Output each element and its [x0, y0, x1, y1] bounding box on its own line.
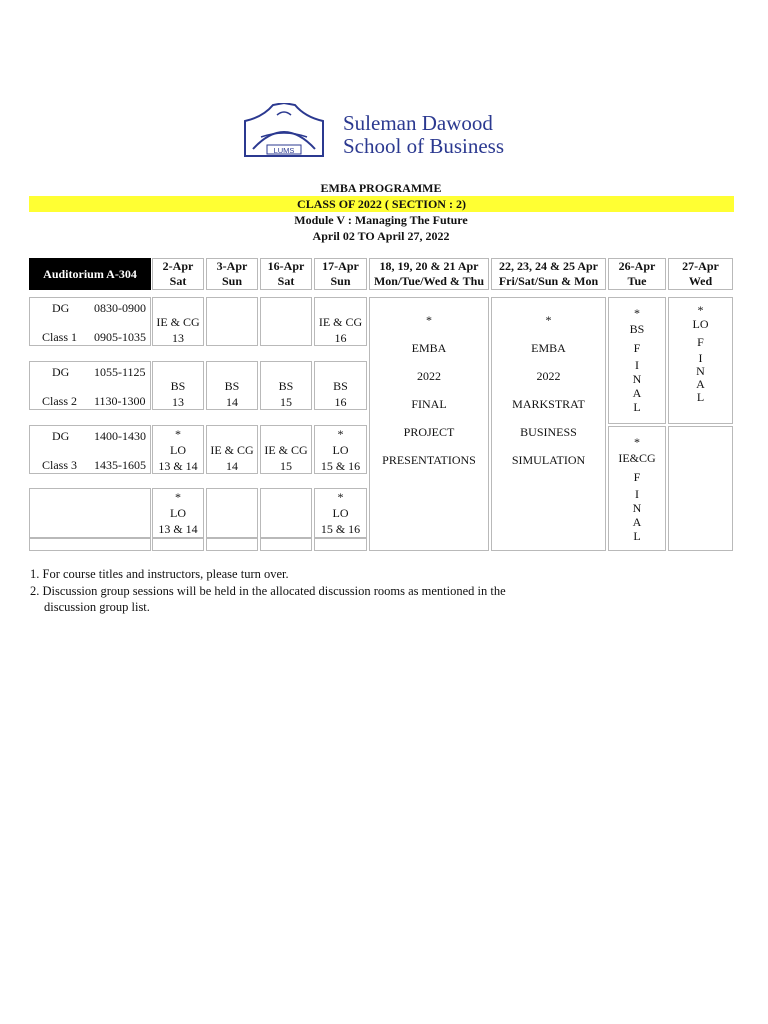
- course-cell: [260, 488, 312, 538]
- course-cell: [206, 488, 258, 538]
- blank-cell: [668, 426, 733, 551]
- cell-line: A: [696, 377, 705, 391]
- bs-final-cell: [608, 297, 666, 424]
- column-day: Wed: [688, 274, 713, 288]
- note-2-continued: discussion group list.: [44, 600, 150, 614]
- cell-line: LO: [170, 506, 186, 520]
- cell-line: F: [697, 335, 704, 349]
- date-range: April 02 TO April 27, 2022: [312, 229, 450, 243]
- cell-line: 15: [280, 395, 292, 409]
- course-cell: [260, 425, 312, 474]
- cell-line: N: [632, 501, 642, 515]
- cell-line: L: [633, 400, 641, 414]
- cell-line: 16: [334, 331, 347, 345]
- column-day: Sat: [277, 274, 295, 288]
- column-header: [369, 258, 489, 290]
- class-banner: CLASS OF 2022 ( SECTION : 2): [29, 196, 734, 212]
- course-cell: [152, 488, 204, 538]
- blank-cell: [314, 538, 367, 551]
- school-name-line1: Suleman Dawood: [343, 111, 493, 135]
- slot-text: 1130-1300: [94, 394, 146, 408]
- cell-line: N: [696, 364, 705, 378]
- slot-label: [29, 297, 151, 346]
- lo-final-cell: [668, 297, 733, 424]
- cell-line: I: [635, 358, 639, 372]
- note-1: 1. For course titles and instructors, please turn over.: [30, 567, 289, 581]
- cell-line: *: [175, 427, 181, 441]
- slot-text: DG: [52, 429, 70, 443]
- cell-line: A: [632, 515, 642, 529]
- cell-line: 16: [334, 395, 347, 409]
- cell-line: IE & CG: [210, 443, 254, 457]
- slot-label: [29, 488, 151, 538]
- column-day: Sun: [330, 274, 351, 288]
- slot-text: Class 3: [42, 458, 78, 472]
- cell-line: 2022: [536, 369, 561, 383]
- cell-line: LO: [332, 506, 349, 520]
- column-day: Fri/Sat/Sun & Mon: [498, 274, 599, 288]
- column-day: Mon/Tue/Wed & Thu: [373, 274, 485, 288]
- cell-line: *: [634, 435, 640, 449]
- emblem-text: LUMS: [273, 146, 295, 155]
- cell-line: 14: [226, 395, 238, 409]
- slot-text: 1400-1430: [94, 429, 146, 443]
- programme-title: EMBA PROGRAMME: [320, 181, 442, 195]
- column-date: 18, 19, 20 & 21 Apr: [379, 259, 479, 273]
- cell-line: BS: [224, 379, 240, 393]
- cell-line: *: [426, 313, 432, 327]
- cell-line: FINAL: [411, 397, 447, 411]
- course-cell: [152, 425, 204, 474]
- cell-line: L: [633, 529, 641, 543]
- cell-line: F: [633, 470, 641, 484]
- course-cell: [152, 361, 204, 410]
- cell-line: *: [337, 490, 344, 504]
- cell-line: MARKSTRAT: [512, 397, 585, 411]
- cell-line: 13 & 14: [158, 459, 198, 473]
- slot-text: DG: [52, 301, 70, 315]
- cell-line: I: [698, 351, 703, 365]
- room-label: [29, 258, 151, 290]
- room-label-text: Auditorium A-304: [43, 267, 137, 281]
- slot-label: [29, 361, 151, 410]
- cell-line: IE & CG: [156, 315, 200, 329]
- cell-line: 13: [172, 395, 184, 409]
- column-day: Sun: [221, 274, 243, 288]
- cell-line: F: [633, 341, 641, 355]
- blank-cell: [152, 538, 204, 551]
- column-header: [206, 258, 258, 290]
- cell-line: BUSINESS: [520, 425, 577, 439]
- cell-line: BS: [333, 379, 348, 393]
- course-cell: [260, 297, 312, 346]
- slot-text: DG: [52, 365, 70, 379]
- cell-line: PRESENTATIONS: [382, 453, 476, 467]
- cell-line: 13: [172, 331, 184, 345]
- course-cell: [206, 361, 258, 410]
- column-day: Sat: [169, 274, 187, 288]
- course-cell: [314, 361, 367, 410]
- cell-line: BS: [170, 379, 186, 393]
- cell-line: *: [337, 427, 344, 441]
- cell-line: 14: [226, 459, 238, 473]
- cell-line: 2022: [417, 369, 441, 383]
- cell-line: LO: [332, 443, 349, 457]
- cell-line: 15: [280, 459, 292, 473]
- column-header: [608, 258, 666, 290]
- column-date: 26-Apr: [618, 259, 656, 273]
- school-name-line2: School of Business: [343, 134, 505, 158]
- column-date: 17-Apr: [322, 259, 359, 273]
- course-cell: [314, 488, 367, 538]
- column-date: 22, 23, 24 & 25 Apr: [499, 259, 598, 273]
- slot-text: 1055-1125: [94, 365, 146, 379]
- slot-text: 0830-0900: [94, 301, 146, 315]
- markstrat-simulation-cell: [491, 297, 606, 551]
- cell-line: IE&CG: [618, 451, 656, 465]
- column-header: [314, 258, 367, 290]
- cell-line: 15 & 16: [320, 522, 361, 536]
- slot-text: Class 1: [42, 330, 78, 344]
- course-cell: [314, 297, 367, 346]
- slot-text: 0905-1035: [94, 330, 146, 344]
- column-date: 3-Apr: [216, 259, 248, 273]
- iecg-final-cell: [608, 426, 666, 551]
- final-project-presentations-cell: [369, 297, 489, 551]
- column-date: 2-Apr: [162, 259, 194, 273]
- blank-cell: [206, 538, 258, 551]
- note-2: 2. Discussion group sessions will be held in the allocated discussion rooms as mentioned in the: [30, 584, 506, 598]
- blank-cell: [29, 538, 151, 551]
- slot-text: Class 2: [42, 394, 78, 408]
- cell-line: IE & CG: [264, 443, 308, 457]
- column-header: [491, 258, 606, 290]
- course-cell: [260, 361, 312, 410]
- cell-line: PROJECT: [403, 425, 455, 439]
- cell-line: *: [175, 490, 181, 504]
- cell-line: *: [545, 313, 552, 327]
- course-cell: [314, 425, 367, 474]
- cell-line: EMBA: [411, 341, 447, 355]
- cell-line: 15 & 16: [320, 459, 361, 473]
- cell-line: 13 & 14: [158, 522, 198, 536]
- cell-line: L: [696, 390, 705, 404]
- column-date: 27-Apr: [682, 259, 719, 273]
- column-separator: [605, 297, 606, 551]
- cell-line: N: [632, 372, 642, 386]
- column-header: [668, 258, 733, 290]
- blank-cell: [260, 538, 312, 551]
- slot-label: [29, 425, 151, 474]
- module-title: Module V : Managing The Future: [294, 213, 468, 227]
- column-day: Tue: [627, 274, 647, 288]
- cell-line: BS: [278, 379, 294, 393]
- cell-line: LO: [692, 317, 709, 331]
- cell-line: *: [697, 303, 704, 317]
- slot-text: 1435-1605: [94, 458, 146, 472]
- course-cell: [152, 297, 204, 346]
- cell-line: IE & CG: [318, 315, 363, 329]
- cell-line: EMBA: [531, 341, 566, 355]
- cell-line: A: [632, 386, 642, 400]
- cell-line: SIMULATION: [511, 453, 586, 467]
- course-cell: [206, 425, 258, 474]
- cell-line: LO: [170, 443, 186, 457]
- column-header: [260, 258, 312, 290]
- column-date: 16-Apr: [267, 259, 305, 273]
- course-cell: [206, 297, 258, 346]
- cell-line: I: [635, 487, 639, 501]
- column-header: [152, 258, 204, 290]
- cell-line: BS: [629, 322, 645, 336]
- cell-line: *: [634, 306, 640, 320]
